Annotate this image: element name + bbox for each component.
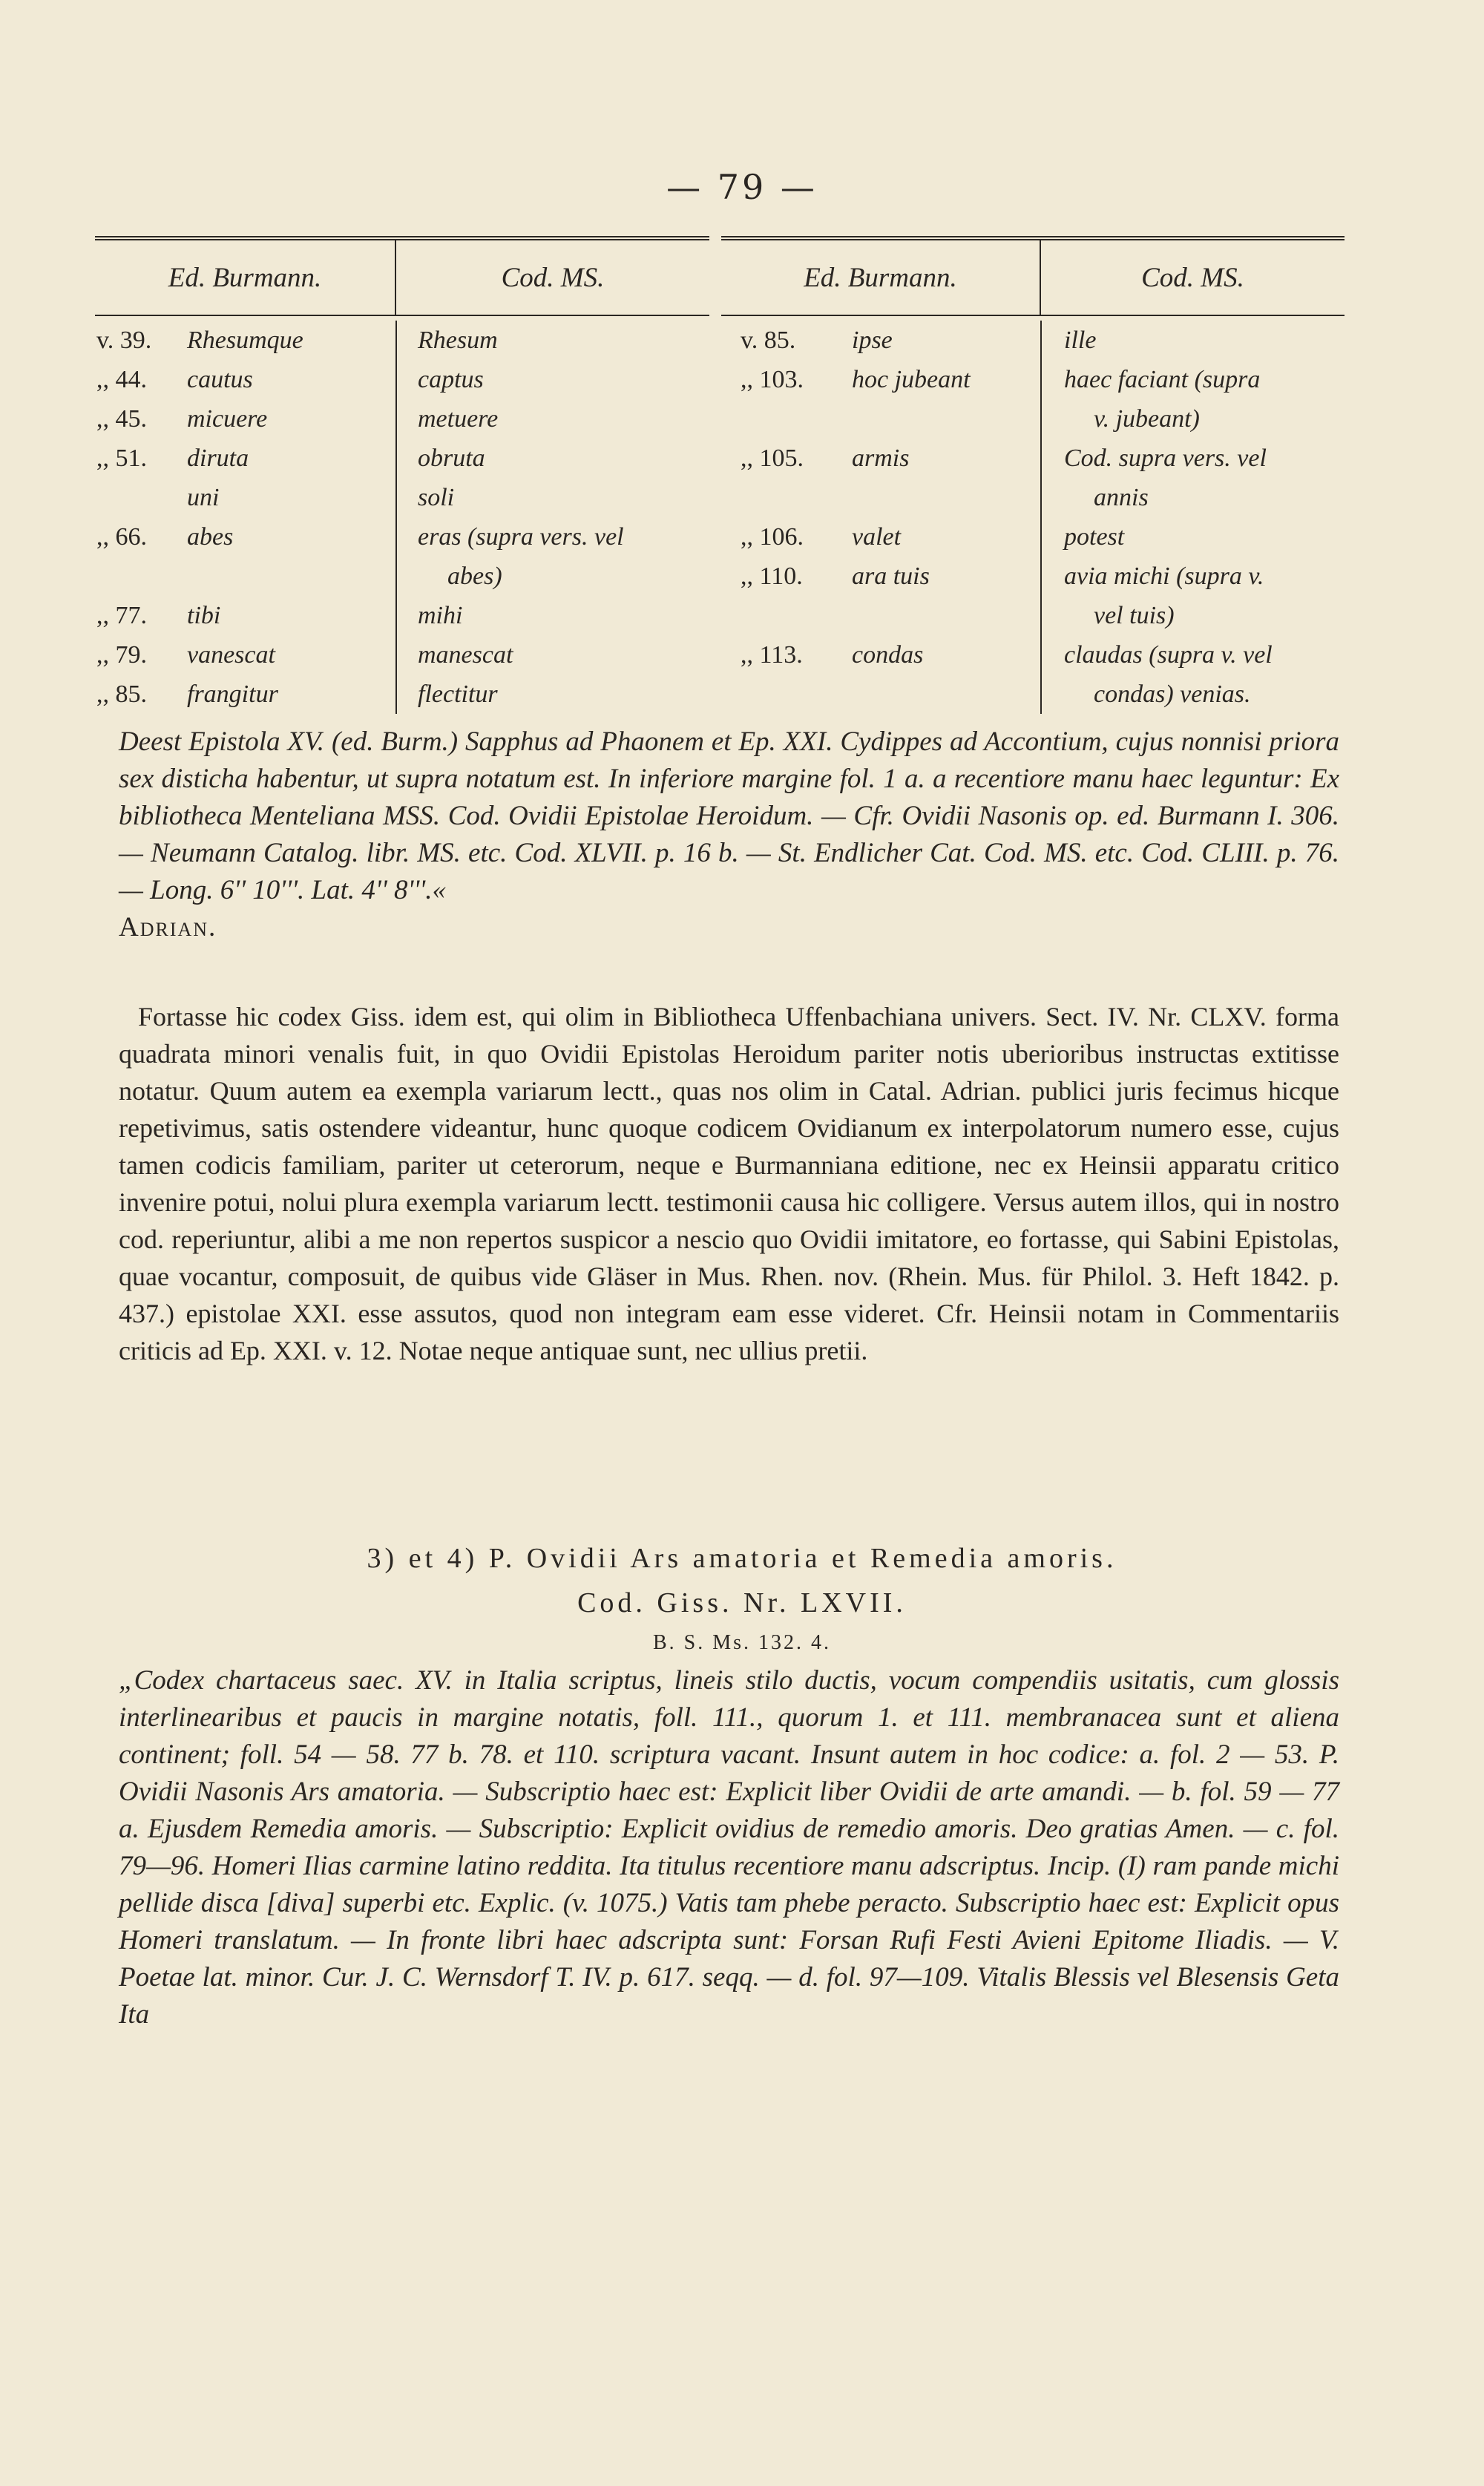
codex-reading: obruta: [418, 445, 485, 472]
paragraph-2-text: „Codex chartaceus saec. XV. in Italia scriptus, lineis stilo ductis, vocum compendiis usitatis, cum glossis interlinearibus et paucis in margine notatis, foll. 111., quorum 1. et 111. membranacea sunt et aliena continent; foll. 54 — 58. 77 b. 78. et 110. scriptura vacant. Insunt autem in hoc codice: a. fol. 2 — 53. P. Ovidii Nasonis Ars amatoria. — Subscriptio haec est: Explicit liber Ovidii de arte amandi. — b. fol. 59 — 77 a. Ejusdem Remedia amoris. — Subscriptio: Explicit ovidius de remedio amoris. Deo gratias Amen. — c. fol. 79—96. Homeri Ilias carmine latino reddita. Ita titulus recentiore manu adscriptus. Incip. (I) ram pande michi pellide disca [diva] superbi etc. Explic. (v. 1075.) Vatis tam phebe peracto. Subscriptio haec est: Explicit opus Homeri translatum. — In fronte libri haec adscripta sunt: Forsan Rufi Festi Avieni Epitome Iliadis. — V. Poetae lat. minor. Cur. J. C. Wernsdorf T. IV. p. 617. seqq. — d. fol. 97—109. Vitalis Blessis vel Blesensis Geta Ita: [119, 1665, 1339, 2030]
edition-reading: cautus: [187, 366, 253, 393]
edition-reading: ipse: [852, 327, 893, 354]
verse-ref: ,, 113.: [741, 641, 803, 669]
table-row: [418, 439, 709, 478]
table-row: [741, 399, 1040, 439]
table-row: [1064, 557, 1345, 596]
table-row: [741, 517, 1040, 557]
table-row: [96, 399, 395, 439]
table-row: [741, 439, 1040, 478]
codex-column: [1040, 321, 1345, 714]
table-row: [418, 596, 709, 635]
header-edition: Ed. Burmann.: [168, 262, 322, 293]
edition-reading: tibi: [187, 602, 221, 629]
table-row: [1064, 360, 1345, 399]
table-row: [418, 360, 709, 399]
page-number: — 79 —: [666, 167, 818, 207]
section-shelfmark: B. S. Ms. 132. 4.: [652, 1631, 832, 1654]
table-row: [741, 478, 1040, 517]
edition-column: [721, 321, 1040, 714]
verse-ref: ,, 66.: [96, 523, 147, 551]
table-row: [96, 635, 395, 675]
edition-reading: Rhesumque: [187, 327, 303, 354]
variant-table-right: [721, 236, 1345, 714]
codex-reading: manescat: [418, 641, 513, 669]
variant-table-left: [95, 236, 709, 714]
codex-reading: condas) venias.: [1094, 680, 1251, 708]
edition-reading: condas: [852, 641, 924, 669]
note-block: [119, 724, 1339, 946]
table-row: [741, 557, 1040, 596]
edition-reading: frangitur: [187, 680, 278, 708]
edition-reading: abes: [187, 523, 234, 551]
codex-reading: claudas (supra v. vel: [1064, 641, 1273, 669]
table-row: [96, 321, 395, 360]
verse-ref: ,, 77.: [96, 602, 147, 629]
edition-column: [95, 321, 395, 714]
edition-reading: armis: [852, 445, 910, 472]
table-row: [1064, 399, 1345, 439]
edition-reading: micuere: [187, 405, 268, 433]
edition-reading: uni: [187, 484, 220, 511]
verse-ref: ,, 44.: [96, 366, 147, 393]
note-text: Deest Epistola XV. (ed. Burm.) Sapphus ad Phaonem et Ep. XXI. Cydippes ad Accontium, cujus nonnisi priora sex disticha habentur, ut supra notatum est. In inferiore margine fol. 1 a. a recentiore manu haec leguntur: Ex bibliotheca Mentelianа MSS. Cod. Ovidii Epistolae Heroidum. — Cfr. Ovidii Nasonis op. ed. Burmann I. 306. — Neumann Catalog. libr. MS. etc. Cod. XLVII. p. 16 b. — St. Endlicher Cat. Cod. MS. etc. Cod. CLIII. p. 76. — Long. 6'' 10'''. Lat. 4'' 8'''.«: [119, 727, 1339, 905]
table-row: [741, 321, 1040, 360]
table-row: [418, 399, 709, 439]
table-row: [1064, 517, 1345, 557]
codex-reading: mihi: [418, 602, 463, 629]
codex-reading: ille: [1064, 327, 1097, 354]
edition-reading: diruta: [187, 445, 249, 472]
header-edition: Ed. Burmann.: [804, 262, 957, 293]
verse-ref: ,, 105.: [741, 445, 804, 472]
table-row: [96, 675, 395, 714]
verse-ref: ,, 45.: [96, 405, 147, 433]
table-row: [1064, 596, 1345, 635]
table-row: [418, 635, 709, 675]
table-row: [1064, 635, 1345, 675]
section-title: 3) et 4) P. Ovidii Ars amatoria et Remedia amoris.: [367, 1543, 1117, 1574]
table-row: [1064, 675, 1345, 714]
paragraph-1-text: Fortasse hic codex Giss. idem est, qui olim in Bibliotheca Uffenbachiana univers. Sect. IV. Nr. CLXV. forma quadrata minori venalis fuit, in quo Ovidii Epistolas Heroidum pariter notis uberioribus instructas extitisse notatur. Quum autem ea exempla variarum lectt., quas nos olim in Catal. Adrian. publici juris fecimus hicque repetivimus, satis ostendere videantur, hunc quoque codicem Ovidianum ex interpolatorum numero esse, cujus tamen codicis familiam, pariter ut ceterorum, neque e Burmanniana editione, nec ex Heinsii apparatu critico invenire potui, nolui plura exempla variarum lectt. testimonii causa hic colligere. Versus autem illos, qui in nostro cod. reperiuntur, alibi a me non repertos suspicor a nescio quo Ovidii imitatore, eo fortasse, qui Sabini Epistolas, quae vocantur, composuit, de quibus vide Gläser in Mus. Rhen. nov. (Rhein. Mus. für Philol. 3. Heft 1842. p. 437.) epistolae XXI. esse assutos, quod non integram eam esse videret. Cfr. Heinsii notam in Commentariis criticis ad Ep. XXI. v. 12. Notae neque antiquae sunt, nec ullius pretii.: [119, 1002, 1339, 1365]
header-codex: Cod. MS.: [395, 240, 709, 315]
codex-reading: haec faciant (supra: [1064, 366, 1261, 393]
codex-column: [395, 321, 709, 714]
paragraph-1: [119, 998, 1339, 1369]
codex-reading: abes): [447, 563, 502, 590]
section-codex: Cod. Giss. Nr. LXVII.: [577, 1587, 907, 1618]
table-row: [96, 557, 395, 596]
table-header: [95, 240, 709, 316]
verse-ref: ,, 85.: [96, 680, 147, 708]
table-row: [96, 439, 395, 478]
verse-ref: ,, 79.: [96, 641, 147, 669]
edition-reading: ara tuis: [852, 563, 930, 590]
table-row: [1064, 478, 1345, 517]
note-signature: Adrian.: [119, 912, 217, 942]
table-row: [418, 517, 709, 557]
table-row: [741, 360, 1040, 399]
verse-ref: ,, 103.: [741, 366, 804, 393]
table-row: [418, 321, 709, 360]
header-codex: Cod. MS.: [1040, 240, 1345, 315]
codex-reading: flectitur: [418, 680, 498, 708]
codex-reading: metuere: [418, 405, 499, 433]
paragraph-2: [119, 1662, 1339, 2033]
table-row: [418, 675, 709, 714]
table-row: [741, 596, 1040, 635]
codex-reading: vel tuis): [1094, 602, 1175, 629]
table-row: [741, 635, 1040, 675]
verse-ref: ,, 110.: [741, 563, 803, 590]
table-row: [418, 557, 709, 596]
verse-ref: ,, 51.: [96, 445, 147, 472]
table-row: [96, 596, 395, 635]
table-row: [741, 675, 1040, 714]
codex-reading: captus: [418, 366, 484, 393]
table-row: [1064, 321, 1345, 360]
codex-reading: Cod. supra vers. vel: [1064, 445, 1267, 472]
verse-ref: v. 85.: [741, 327, 796, 354]
edition-reading: valet: [852, 523, 902, 551]
codex-reading: potest: [1064, 523, 1125, 551]
codex-reading: annis: [1094, 484, 1149, 511]
codex-reading: Rhesum: [418, 327, 498, 354]
verse-ref: ,, 106.: [741, 523, 804, 551]
codex-reading: v. jubeant): [1094, 405, 1200, 433]
codex-reading: avia michi (supra v.: [1064, 563, 1264, 590]
table-row: [96, 478, 395, 517]
codex-reading: soli: [418, 484, 455, 511]
verse-ref: v. 39.: [96, 327, 152, 354]
edition-reading: vanescat: [187, 641, 275, 669]
edition-reading: hoc jubeant: [852, 366, 971, 393]
table-row: [418, 478, 709, 517]
table-header: [721, 240, 1345, 316]
table-row: [1064, 439, 1345, 478]
table-row: [96, 360, 395, 399]
table-row: [96, 517, 395, 557]
codex-reading: eras (supra vers. vel: [418, 523, 624, 551]
